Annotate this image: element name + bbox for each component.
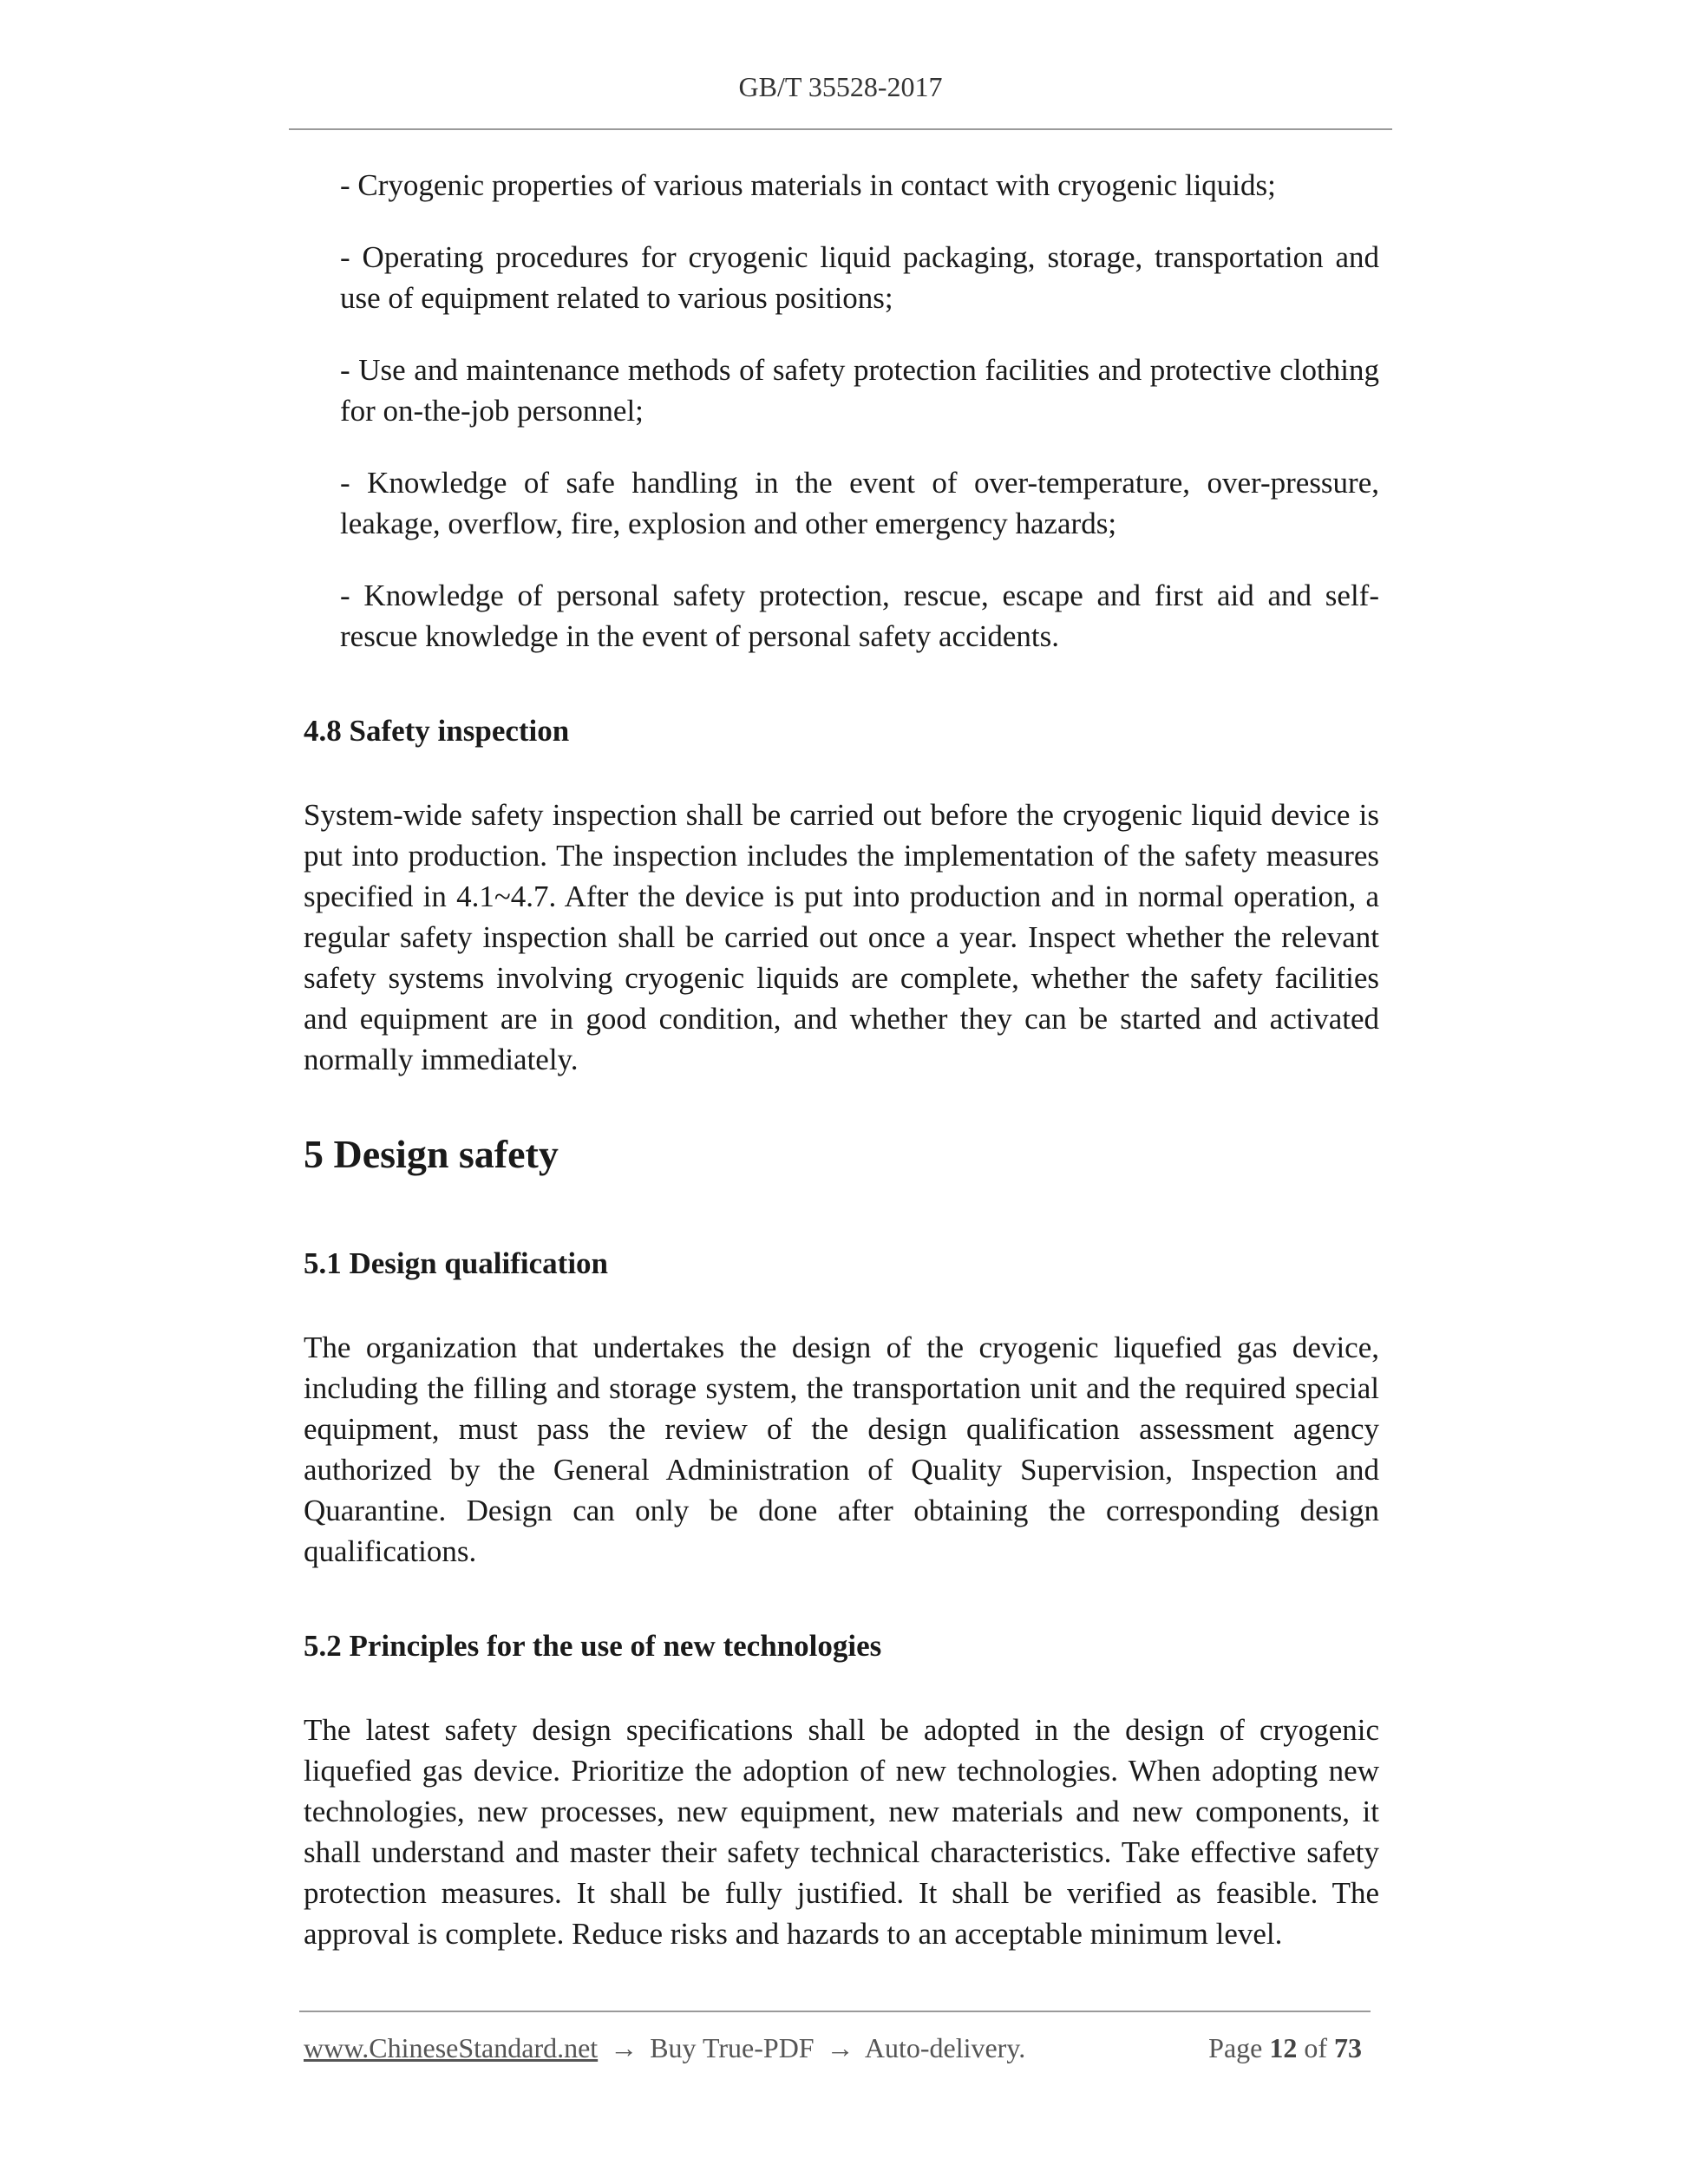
footer-promo [304, 2032, 1025, 2064]
page-counter [1208, 2032, 1362, 2064]
section-heading-5-1: 5.1 Design qualification [304, 1246, 609, 1280]
header-divider [289, 128, 1392, 130]
buy-text: Buy True-PDF [650, 2032, 815, 2063]
list-item: - Operating procedures for cryogenic liquid packaging, storage, transportation and use of equipment related to various positions; [340, 240, 1379, 315]
delivery-text: Auto-delivery. [864, 2032, 1026, 2063]
section-body-4-8: System-wide safety inspection shall be carried out before the cryogenic liquid device is put into production. The inspection includes the implementation of the safety measures specified in 4.1~4.7. After the device is put into production and in normal operation, a regular safety inspection shall be carried out once a year. Inspect whether the relevant safety systems involving cryogenic liquids are complete, whether the safety facilities and equipment are in good condition, and whether they can be started and activated normally immediately. [304, 798, 1379, 1076]
list-item: - Knowledge of safe handling in the event of over-temperature, over-pressure, leakage, overflow, fire, explosion and other emergency hazards; [340, 466, 1379, 540]
page-footer [304, 2032, 1369, 2064]
list-item: - Use and maintenance methods of safety protection facilities and protective clothing for on-the-job personnel; [340, 353, 1379, 428]
website-link[interactable]: www.ChineseStandard.net [304, 2032, 599, 2063]
arrow-right-icon: → [610, 2032, 638, 2063]
section-heading-5-2: 5.2 Principles for the use of new technologies [304, 1629, 882, 1663]
page-word: Page [1208, 2032, 1263, 2063]
page-number: 12 [1269, 2032, 1298, 2063]
list-item: - Knowledge of personal safety protection, rescue, escape and first aid and self-rescue knowledge in the event of personal safety accidents. [340, 579, 1379, 653]
section-body-5-1: The organization that undertakes the design of the cryogenic liquefied gas device, including the filling and storage system, the transportation unit and the required special equipment, must pass the review of the design qualification assessment agency authorized by the General Administration of Quality Supervision, Inspection and Quarantine. Design can only be done after obtaining the corresponding design qualifications. [304, 1331, 1379, 1568]
page-total: 73 [1334, 2032, 1362, 2063]
list-item: - Cryogenic properties of various materials in contact with cryogenic liquids; [340, 168, 1276, 202]
section-heading-4-8: 4.8 Safety inspection [304, 714, 570, 748]
section-body-5-2: The latest safety design specifications shall be adopted in the design of cryogenic liquefied gas device. Prioritize the adoption of new technologies. When adopting new technologies, new processes, new equipment, new materials and new components, it shall understand and master their safety technical characteristics. Take effective safety protection measures. It shall be fully justified. It shall be verified as feasible. The approval is complete. Reduce risks and hazards to an acceptable minimum level. [304, 1713, 1379, 1951]
of-word: of [1304, 2032, 1327, 2063]
document-body [304, 165, 1379, 2004]
footer-divider [299, 2011, 1371, 2012]
chapter-heading-5: 5 Design safety [304, 1132, 559, 1176]
page-header-title: GB/T 35528-2017 [738, 71, 943, 102]
arrow-right-icon: → [826, 2032, 854, 2063]
